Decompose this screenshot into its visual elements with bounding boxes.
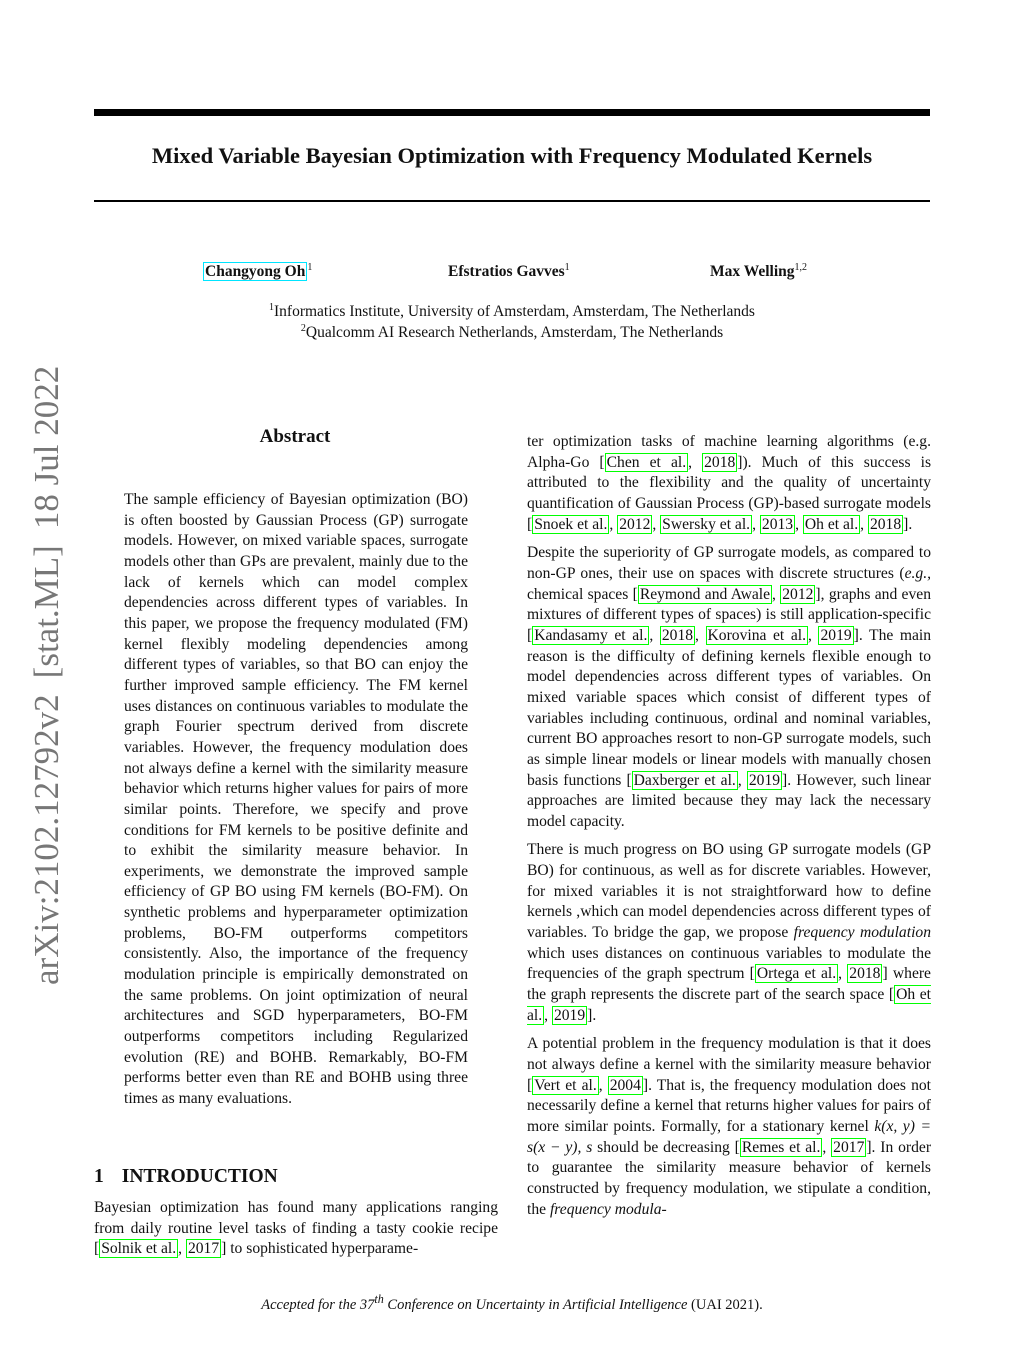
citation-link[interactable]: 2019 [820,626,852,644]
section-heading: 1 INTRODUCTION [94,1166,278,1187]
paragraph-4: A potential problem in the frequency modulation is that it does not always define a kernel with the similarity measure behavior [ Vert et al. , 2004 ]. That is, the frequency modulation does not necessarily define a kernel that returns higher values for pairs of more similar points. Formally, for a stationary kernel k(x, y) = s(x − y), s should be decreasing [ Remes et al. , 2017 ]. In order to guarantee the similarity measure behavior of kernels constructed by frequency modulation, we stipulate a condition, the frequency modula- [527,1035,932,1218]
citation-link[interactable]: Remes et al. [741,1138,821,1156]
citation-link[interactable]: 2018 [869,515,902,533]
author-name: Efstratios Gavves [448,263,565,281]
paragraph-2: Despite the superiority of GP surrogate models, as compared to non-GP ones, their use on spaces with discrete structures (e.g., chemical spaces [ Reymond and Awale , 2012 ], graphs and even mixtures of different types of spaces) is still application-specific [ Kandasamy et al. , 2018 , Korovina et al. , 2019 ]. The main reason is the difficulty of defining kernels flexible enough to model dependencies across different types of variables. On mixed variable spaces which consist of different types of variables including continuous, ordinal and nominal variables, current BO approaches resort to non-GP surrogate models, such as simple linear models or linear models with manually chosen basis functions [ Daxberger et al. , 2019 ]. However, such linear approaches are limited because they may lack the necessary model capacity. [527,544,932,830]
intro-paragraph: Bayesian optimization has found many applications ranging from daily routine level tasks of finding a tasty cookie recipe [ Solnik et al. , 2017 ] to sophisticated hyperparame- [94,1199,498,1258]
citation-link[interactable]: 2019 [748,771,781,789]
arxiv-id[interactable]: arXiv:2102.12792v2 [27,694,66,985]
paragraph-3: There is much progress on BO using GP surrogate models (GP BO) for continuous, as well as for discrete variables. However, for mixed variables it is not straightforward how to define kernels ,which can model dependencies across different types of variables. To bridge the gap, we propose frequency modulation which uses distances on continuous variables to modulate the frequencies of the graph spectrum [ Ortega et al. , 2018 ] where the graph represents the discrete part of the search space [ Oh et al. , 2019 ]. [527,841,931,1024]
right-column [527,432,931,1228]
citation-link[interactable]: Kandasamy et al. [534,626,648,644]
footer-note: Accepted for the 37th Conference on Uncertainty in Artificial Intelligence (UAI 2021). [261,1292,763,1313]
citation-link[interactable]: Chen et al. [606,453,687,471]
citation-link[interactable]: 2019 [553,1006,586,1024]
citation-link[interactable]: Oh et al. [804,515,859,533]
citation-link[interactable]: 2013 [761,515,794,533]
citation-link[interactable]: 2017 [833,1138,865,1156]
math-expression: k(x, y) = s(x − y), s [527,1118,931,1156]
paper-title: Mixed Variable Bayesian Optimization with Frequency Modulated Kernels [151,143,873,168]
affiliation-2: $^2$Qualcomm AI Research Netherlands, Amsterdam, The Netherlands [300,323,724,342]
citation-link[interactable]: 2012 [782,585,814,603]
arxiv-sidebar-stamp [22,365,72,985]
citation-link[interactable]: Korovina et al. [707,626,806,644]
paragraph-1: ter optimization tasks of machine learning algorithms (e.g. Alpha-Go [ Chen et al. , 2018 ]). Much of this success is attributed to the flexibility and the quality of uncertainty quantification of Gaussian Process (GP)-based surrogate models [ Snoek et al. , 2012 , Swersky et al. , 2013 , Oh et al. , 2018 ]. [527,433,932,533]
affiliation-1: $^1$Informatics Institute, University of Amsterdam, Amsterdam, The Netherlands [269,302,755,321]
author-3 [710,262,807,281]
citation-link[interactable]: Reymond and Awale [639,585,771,603]
author-link[interactable]: Changyong Oh [205,263,306,281]
arxiv-category: [stat.ML] [27,545,66,679]
citation-link[interactable]: Swersky et al. [662,515,751,533]
title-bottom-rule [94,200,930,202]
citation-link[interactable]: Solnik et al. [101,1240,177,1258]
citation-link[interactable]: Ortega et al. [756,965,837,983]
author-sup: 1 [307,262,313,273]
citation-link[interactable]: 2018 [849,965,881,983]
citation-link[interactable]: Oh et al. [527,986,931,1024]
citation-link[interactable]: 2018 [704,453,736,471]
author-sup: 1,2 [794,262,808,273]
citation-link[interactable]: 2012 [619,515,651,533]
citation-link[interactable]: 2004 [609,1076,641,1094]
citation-link[interactable]: Daxberger et al. [633,771,736,789]
author-1 [203,262,312,281]
arxiv-date: 18 Jul 2022 [27,365,66,530]
citation-link[interactable]: Snoek et al. [534,515,608,533]
citation-link[interactable]: 2018 [661,626,694,644]
citation-link[interactable]: Vert et al. [534,1076,597,1094]
top-rule [94,109,930,116]
author-2 [448,262,570,281]
author-name: Max Welling [710,263,795,281]
author-sup: 1 [564,262,570,273]
citation-link[interactable]: 2017 [187,1240,220,1258]
abstract-text: The sample efficiency of Bayesian optimization (BO) is often boosted by Gaussian Process (GP) surrogate models. However, on mixed variable spaces, surrogate models other than GPs are prevalent, mainly due to the lack of kernels which can model complex dependencies across different types of variables. In this paper, we propose the frequency modulated (FM) kernel flexibly modeling dependencies among different types of variables, so that BO can enjoy the further improved sample efficiency. The FM kernel uses distances on continuous variables to modulate the graph Fourier spectrum derived from discrete variables. However, the frequency modulation does not always define a kernel with the similarity measure behavior which returns higher values for pairs of more similar points. Therefore, we specify and prove conditions for FM kernels to be positive definite and to exhibit the similarity measure behavior. In experiments, we demonstrate the improved sample efficiency of GP BO using FM kernels (BO-FM). On synthetic problems and hyperparameter optimization problems, BO-FM outperforms competitors consistently. Also, the importance of the frequency modulation principle is empirically demonstrated on the same problems. On joint optimization of neural architectures and SGD hyperparameters, BO-FM outperforms competitors including Regularized evolution (RE) and BOHB. Remarkably, BO-FM performs better even than RE and BOHB using three times as many evaluations. [124,491,468,1108]
abstract-heading: Abstract [259,426,331,447]
